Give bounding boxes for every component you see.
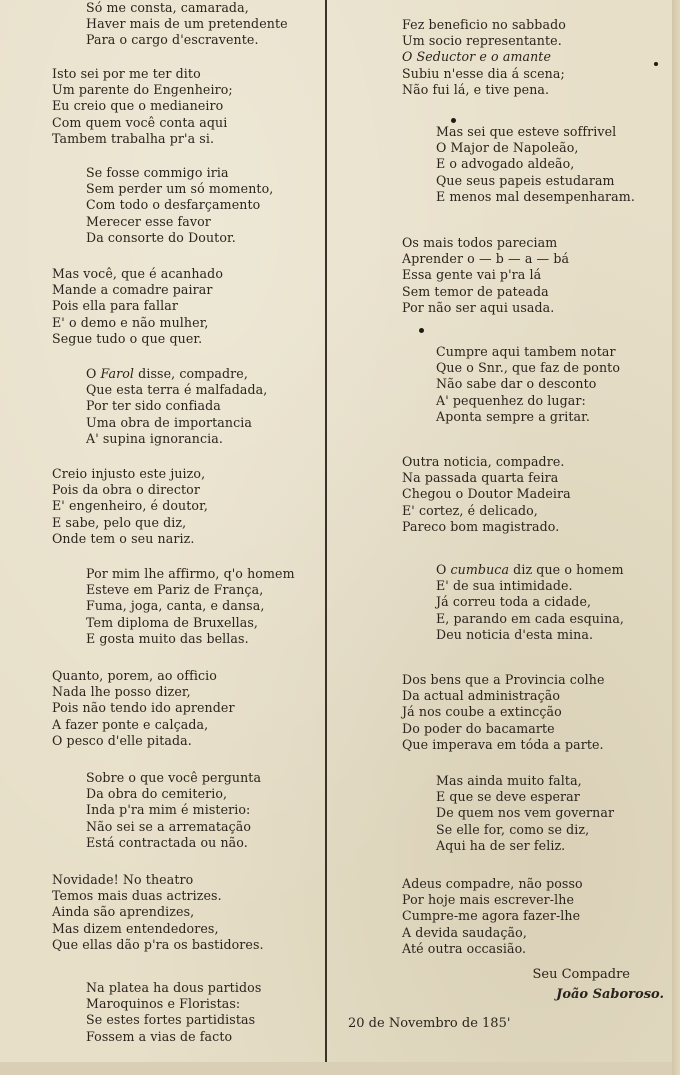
- verse-line: A fazer ponte e calçada,: [52, 716, 209, 732]
- verse-line: Pois ella para fallar: [52, 298, 179, 314]
- signature-name: João Saboroso.: [556, 987, 664, 1002]
- verse-line: E' engenheiro, é doutor,: [52, 498, 208, 514]
- verse-line: Adeus compadre, não posso: [402, 876, 583, 891]
- verse-line: Ainda são aprendizes,: [52, 904, 195, 920]
- verse-line: E que se deve esperar: [436, 789, 580, 805]
- verse-line: A' pequenhez do lugar:: [436, 392, 586, 408]
- verse-line: Isto sei por me ter dito: [52, 66, 201, 81]
- stanza: [402, 17, 566, 98]
- verse-line: A devida saudação,: [402, 924, 527, 940]
- signature-block: [402, 966, 672, 1006]
- verse-line: Até outra occasião.: [402, 940, 527, 956]
- verse-line: Tambem trabalha pr'a si.: [52, 130, 215, 146]
- verse-line: Mande a comadre pairar: [52, 282, 213, 298]
- stanza: [52, 980, 261, 1045]
- verse-line: Aponta sempre a gritar.: [436, 408, 590, 424]
- verse-line: Chegou o Doutor Madeira: [402, 486, 571, 502]
- verse-line: Por não ser aqui usada.: [402, 299, 555, 315]
- verse-line: Nada lhe posso dizer,: [52, 684, 191, 700]
- verse-line: O Seductor e o amante: [402, 49, 552, 65]
- verse-line: Com todo o desfarçamento: [86, 197, 261, 213]
- ornament-dot: [451, 118, 456, 123]
- verse-line: Cumpre-me agora fazer-lhe: [402, 908, 581, 924]
- verse-line: Que seus papeis estudaram: [436, 172, 615, 188]
- verse-line: Maroquinos e Floristas:: [86, 996, 241, 1012]
- stanza: [52, 165, 273, 246]
- verse-line: Do poder do bacamarte: [402, 720, 555, 736]
- verse-line: Se elle for, como se diz,: [436, 821, 590, 837]
- verse-line: E' o demo e não mulher,: [52, 314, 209, 330]
- dateline: 20 de Novembro de 185': [348, 1016, 511, 1031]
- verse-line: Que imperava em tóda a parte.: [402, 736, 604, 752]
- verse-line: Subiu n'esse dia á scena;: [402, 65, 565, 81]
- verse-line: Sem temor de pateada: [402, 283, 549, 299]
- verse-line: E' cortez, é delicado,: [402, 502, 538, 518]
- verse-line: O Major de Napoleão,: [436, 140, 579, 156]
- verse-line: Para o cargo d'escravente.: [86, 32, 259, 48]
- verse-line: Mas dizem entendedores,: [52, 920, 219, 936]
- verse-line: E menos mal desempenharam.: [436, 188, 635, 204]
- stanza: [52, 266, 223, 347]
- verse-line: Que ellas dão p'ra os bastidores.: [52, 936, 264, 952]
- verse-line: Se fosse commigo iria: [86, 165, 229, 180]
- verse-line: Aprender o — b — a — bá: [402, 251, 570, 267]
- verse-line: Merecer esse favor: [86, 213, 211, 229]
- verse-line: Na platea ha dous partidos: [86, 980, 262, 995]
- stanza: [52, 366, 267, 447]
- verse-line: Haver mais de um pretendente: [86, 16, 288, 32]
- verse-line: Com quem você conta aqui: [52, 114, 228, 130]
- verse-line: Pareco bom magistrado.: [402, 518, 560, 534]
- signature-closing: Seu Compadre: [532, 967, 630, 982]
- verse-line: Inda p'ra mim é misterio:: [86, 802, 251, 818]
- verse-line: Quanto, porem, ao officio: [52, 668, 217, 683]
- verse-line: A' supina ignorancia.: [86, 430, 223, 446]
- verse-line: Esteve em Pariz de França,: [86, 582, 264, 598]
- ornament-dot: [419, 328, 424, 333]
- verse-line: Por ter sido confiada: [86, 398, 221, 414]
- verse-line: Que o Snr., que faz de ponto: [436, 360, 621, 376]
- verse-line: E, parando em cada esquina,: [436, 610, 625, 626]
- verse-line: De quem nos vem governar: [436, 805, 615, 821]
- verse-line: Um parente do Engenheiro;: [52, 82, 233, 98]
- verse-line: Já correu toda a cidade,: [436, 594, 592, 610]
- verse-line: E' de sua intimidade.: [436, 578, 573, 594]
- verse-line: Se estes fortes partidistas: [86, 1012, 256, 1028]
- verse-line: Creio injusto este juizo,: [52, 466, 206, 481]
- verse-line: Fuma, joga, canta, e dansa,: [86, 598, 265, 614]
- verse-line: Fossem a vias de facto: [86, 1028, 233, 1044]
- verse-line: Aqui ha de ser feliz.: [436, 837, 566, 853]
- verse-line: Mas ainda muito falta,: [436, 773, 582, 788]
- verse-line: Pois da obra o director: [52, 482, 200, 498]
- stanza: [402, 124, 635, 205]
- verse-line: Só me consta, camarada,: [86, 0, 249, 15]
- verse-line: Da actual administração: [402, 688, 561, 704]
- ornament-dot: [654, 62, 658, 66]
- stanza: [402, 562, 624, 643]
- verse-line: E gosta muito das bellas.: [86, 630, 249, 646]
- verse-line: Da consorte do Doutor.: [86, 229, 236, 245]
- verse-line: Um socio representante.: [402, 33, 562, 49]
- verse-line: Uma obra de importancia: [86, 414, 252, 430]
- stanza: [52, 872, 264, 953]
- stanza: [52, 0, 288, 49]
- verse-line: Não sei se a arrematação: [86, 818, 252, 834]
- verse-line: Por mim lhe affirmo, q'o homem: [86, 566, 295, 581]
- verse-line: Já nos coube a extincção: [402, 704, 562, 720]
- column-divider: [325, 0, 327, 1062]
- verse-line: Na passada quarta feira: [402, 470, 559, 486]
- verse-line: Deu noticia d'esta mina.: [436, 626, 594, 642]
- stanza: [402, 344, 620, 425]
- verse-line: Outra noticia, compadre.: [402, 454, 565, 469]
- verse-line: Onde tem o seu nariz.: [52, 530, 195, 546]
- stanza: [402, 773, 614, 854]
- verse-line: O Farol disse, compadre,: [86, 366, 248, 381]
- verse-line: Eu creio que o medianeiro: [52, 98, 224, 114]
- verse-line: Novidade! No theatro: [52, 872, 194, 887]
- verse-line: O cumbuca diz que o homem: [436, 562, 624, 577]
- stanza: [402, 454, 571, 535]
- verse-line: Dos bens que a Provincia colhe: [402, 672, 605, 687]
- verse-line: Sobre o que você pergunta: [86, 770, 262, 785]
- verse-line: Segue tudo o que quer.: [52, 330, 203, 346]
- stanza: [402, 876, 583, 957]
- stanza: [52, 770, 261, 851]
- verse-line: Temos mais duas actrizes.: [52, 888, 222, 904]
- verse-line: Está contractada ou não.: [86, 834, 248, 850]
- verse-line: O pesco d'elle pitada.: [52, 732, 192, 748]
- verse-line: Fez beneficio no sabbado: [402, 17, 566, 32]
- page-right-edge: [672, 0, 680, 1075]
- verse-line: Os mais todos pareciam: [402, 235, 558, 250]
- page-bottom-edge: [0, 1062, 680, 1075]
- verse-line: Cumpre aqui tambem notar: [436, 344, 616, 359]
- stanza: [52, 66, 233, 147]
- verse-line: E o advogado aldeão,: [436, 156, 575, 172]
- verse-line: Que esta terra é malfadada,: [86, 382, 268, 398]
- verse-line: Não fui lá, e tive pena.: [402, 81, 550, 97]
- verse-line: Pois não tendo ido aprender: [52, 700, 235, 716]
- verse-line: Mas você, que é acanhado: [52, 266, 224, 281]
- verse-line: Da obra do cemiterio,: [86, 786, 228, 802]
- stanza: [402, 672, 605, 753]
- verse-line: Essa gente vai p'ra lá: [402, 267, 542, 283]
- verse-line: Não sabe dar o desconto: [436, 376, 597, 392]
- verse-line: Tem diploma de Bruxellas,: [86, 614, 259, 630]
- stanza: [52, 466, 208, 547]
- verse-line: E sabe, pelo que diz,: [52, 514, 187, 530]
- verse-line: Por hoje mais escrever-lhe: [402, 892, 575, 908]
- stanza: [402, 235, 569, 316]
- stanza: [52, 668, 235, 749]
- verse-line: Sem perder um só momento,: [86, 181, 274, 197]
- stanza: [52, 566, 295, 647]
- verse-line: Mas sei que esteve soffrivel: [436, 124, 617, 139]
